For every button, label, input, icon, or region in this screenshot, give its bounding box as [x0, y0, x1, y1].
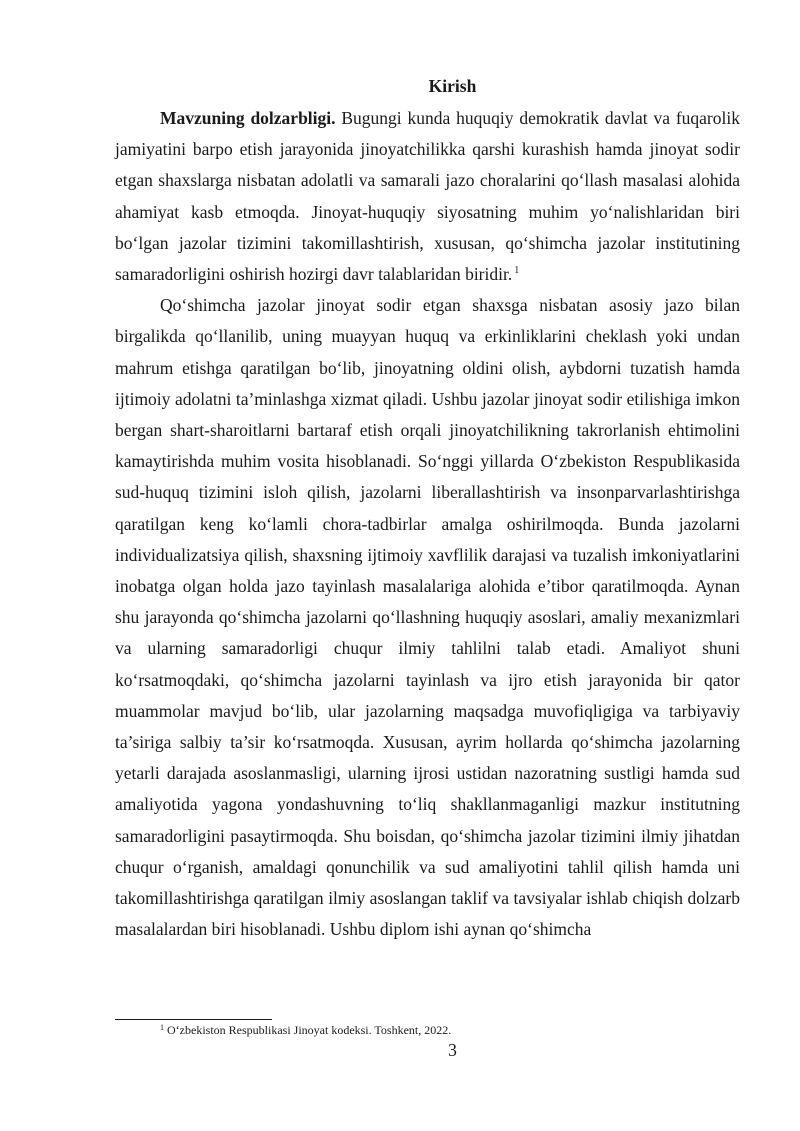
paragraph-2: [115, 290, 740, 945]
footnote-reference[interactable]: 1: [514, 265, 520, 277]
body-text: [115, 103, 740, 945]
section-title: Kirish: [428, 76, 477, 96]
paragraph-1: [115, 103, 740, 290]
paragraph-lead: Mavzuning dolzarbligi.: [160, 108, 336, 128]
footnote-text: O‘zbekiston Respublikasi Jinoyat kodeksi. Toshkent, 2022.: [167, 1023, 452, 1037]
paragraph-1-text: Bugungi kunda huquqiy demokratik davlat va fuqarolik jamiyatini barpo etish jarayonida jinoyatchilikka qarshi kurashish hamda jinoyat sodir etgan shaxslarga nisbatan adolatli va samarali jazo choralarini qo‘llash masalasi alohida ahamiyat kasb etmoqda. Jinoyat-huquqiy siyosatning muhim yo‘nalishlaridan biri bo‘lgan jazolar tizimini takomillashtirish, xususan, qo‘shimcha jazolar institutining samaradorligini oshirish hozirgi davr talablaridan biridir.: [115, 108, 740, 285]
footnote: [160, 1022, 451, 1038]
footnote-marker: 1: [160, 1023, 164, 1032]
page-number: 3: [448, 1040, 457, 1060]
footnote-separator: [115, 1019, 272, 1020]
paragraph-2-text: Qo‘shimcha jazolar jinoyat sodir etgan shaxsga nisbatan asosiy jazo bilan birgalikda qo‘llanilib, uning muayyan huquq va erkinliklarini cheklash yoki undan mahrum etishga qaratilgan bo‘lib, jinoyatning oldini olish, aybdorni tuzatish hamda ijtimoiy adolatni ta’minlashga xizmat qiladi. Ushbu jazolar jinoyat sodir etilishiga imkon bergan shart-sharoitlarni bartaraf etish orqali jinoyatchilikning takrorlanish ehtimolini kamaytirishda muhim vosita hisoblanadi. So‘nggi yillarda O‘zbekiston Respublikasida sud-huquq tizimini isloh qilish, jazolarni liberallashtirish va insonparvarlashtirishga qaratilgan keng ko‘lamli chora-tadbirlar amalga oshirilmoqda. Bunda jazolarni individualizatsiya qilish, shaxsning ijtimoiy xavflilik darajasi va tuzalish imkoniyatlarini inobatga olgan holda jazo tayinlash masalalariga alohida e’tibor qaratilmoqda. Aynan shu jarayonda qo‘shimcha jazolarni qo‘llashning huquqiy asoslari, amaliy mexanizmlari va ularning samaradorligi chuqur ilmiy tahlilni talab etadi. Amaliyot shuni ko‘rsatmoqdaki, qo‘shimcha jazolarni tayinlash va ijro etish jarayonida bir qator muammolar mavjud bo‘lib, ular jazolarning maqsadga muvofiqligiga va tarbiyaviy ta’siriga salbiy ta’sir ko‘rsatmoqda. Xususan, ayrim hollarda qo‘shimcha jazolarning yetarli darajada asoslanmasligi, ularning ijrosi ustidan nazoratning sustligi hamda sud amaliyotida yagona yondashuvning to‘liq shakllanmaganligi mazkur institutning samaradorligini pasaytirmoqda. Shu boisdan, qo‘shimcha jazolar tizimini ilmiy jihatdan chuqur o‘rganish, amaldagi qonunchilik va sud amaliyotini tahlil qilish hamda uni takomillashtirishga qaratilgan ilmiy asoslangan taklif va tavsiyalar ishlab chiqish dolzarb masalalardan biri hisoblanadi. Ushbu diplom ishi aynan qo‘shimcha: [115, 295, 740, 940]
